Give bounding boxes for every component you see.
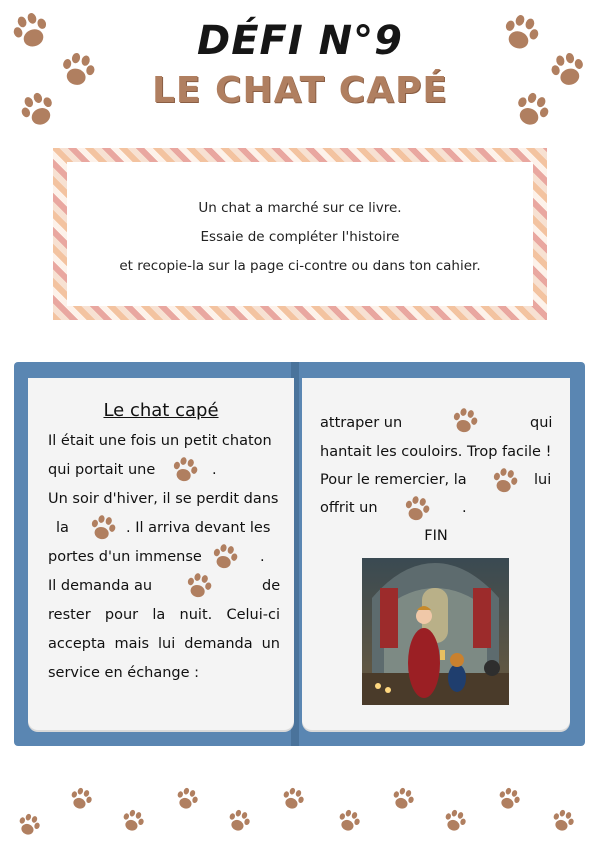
- story-line: offrit un: [320, 500, 378, 516]
- page-subtitle: LE CHAT CAPÉ: [151, 70, 449, 111]
- story-line: . Il arriva devant les: [126, 520, 271, 536]
- paw-icon: [222, 804, 255, 837]
- paw-icon: [332, 804, 365, 837]
- story-line: .: [462, 500, 467, 516]
- paw-icon: [170, 782, 203, 815]
- paw-icon: [12, 808, 45, 841]
- paw-icon: [438, 804, 471, 837]
- instruction-line: Un chat a marché sur ce livre.: [198, 200, 402, 216]
- paw-icon: [546, 804, 579, 837]
- paw-icon: [116, 804, 149, 837]
- story-line: de: [262, 578, 281, 594]
- story-line: hantait les couloirs. Trop facile !: [320, 444, 552, 460]
- paw-icon: [492, 782, 525, 815]
- paw-icon: [64, 782, 97, 815]
- story-title: Le chat capé: [103, 400, 219, 421]
- story-line: rester pour la nuit. Celui-ci: [48, 607, 280, 623]
- paw-icon: [276, 782, 309, 815]
- paw-icon: [386, 782, 419, 815]
- story-line: la: [56, 520, 69, 536]
- instruction-line: Essaie de compléter l'histoire: [200, 229, 400, 245]
- page-title: DÉFI N°9: [197, 18, 403, 64]
- instruction-line: et recopie-la sur la page ci-contre ou dans ton cahier.: [119, 258, 481, 274]
- story-line: Pour le remercier, la: [320, 472, 467, 488]
- story-end: FIN: [424, 528, 448, 544]
- story-illustration: [362, 558, 509, 705]
- story-line: Il était une fois un petit chaton: [48, 433, 272, 449]
- story-line: .: [212, 462, 217, 478]
- story-line: Il demanda au: [48, 578, 153, 594]
- story-line: service en échange :: [48, 665, 200, 681]
- story-line: qui portait une: [48, 462, 156, 478]
- story-line: attraper un: [320, 415, 403, 431]
- story-line: portes d'un immense: [48, 549, 202, 565]
- story-line: .: [260, 549, 265, 565]
- story-line: accepta mais lui demanda un: [48, 636, 280, 652]
- story-line: lui: [534, 472, 552, 488]
- story-line: Un soir d'hiver, il se perdit dans: [48, 491, 279, 507]
- story-line: qui: [530, 415, 553, 431]
